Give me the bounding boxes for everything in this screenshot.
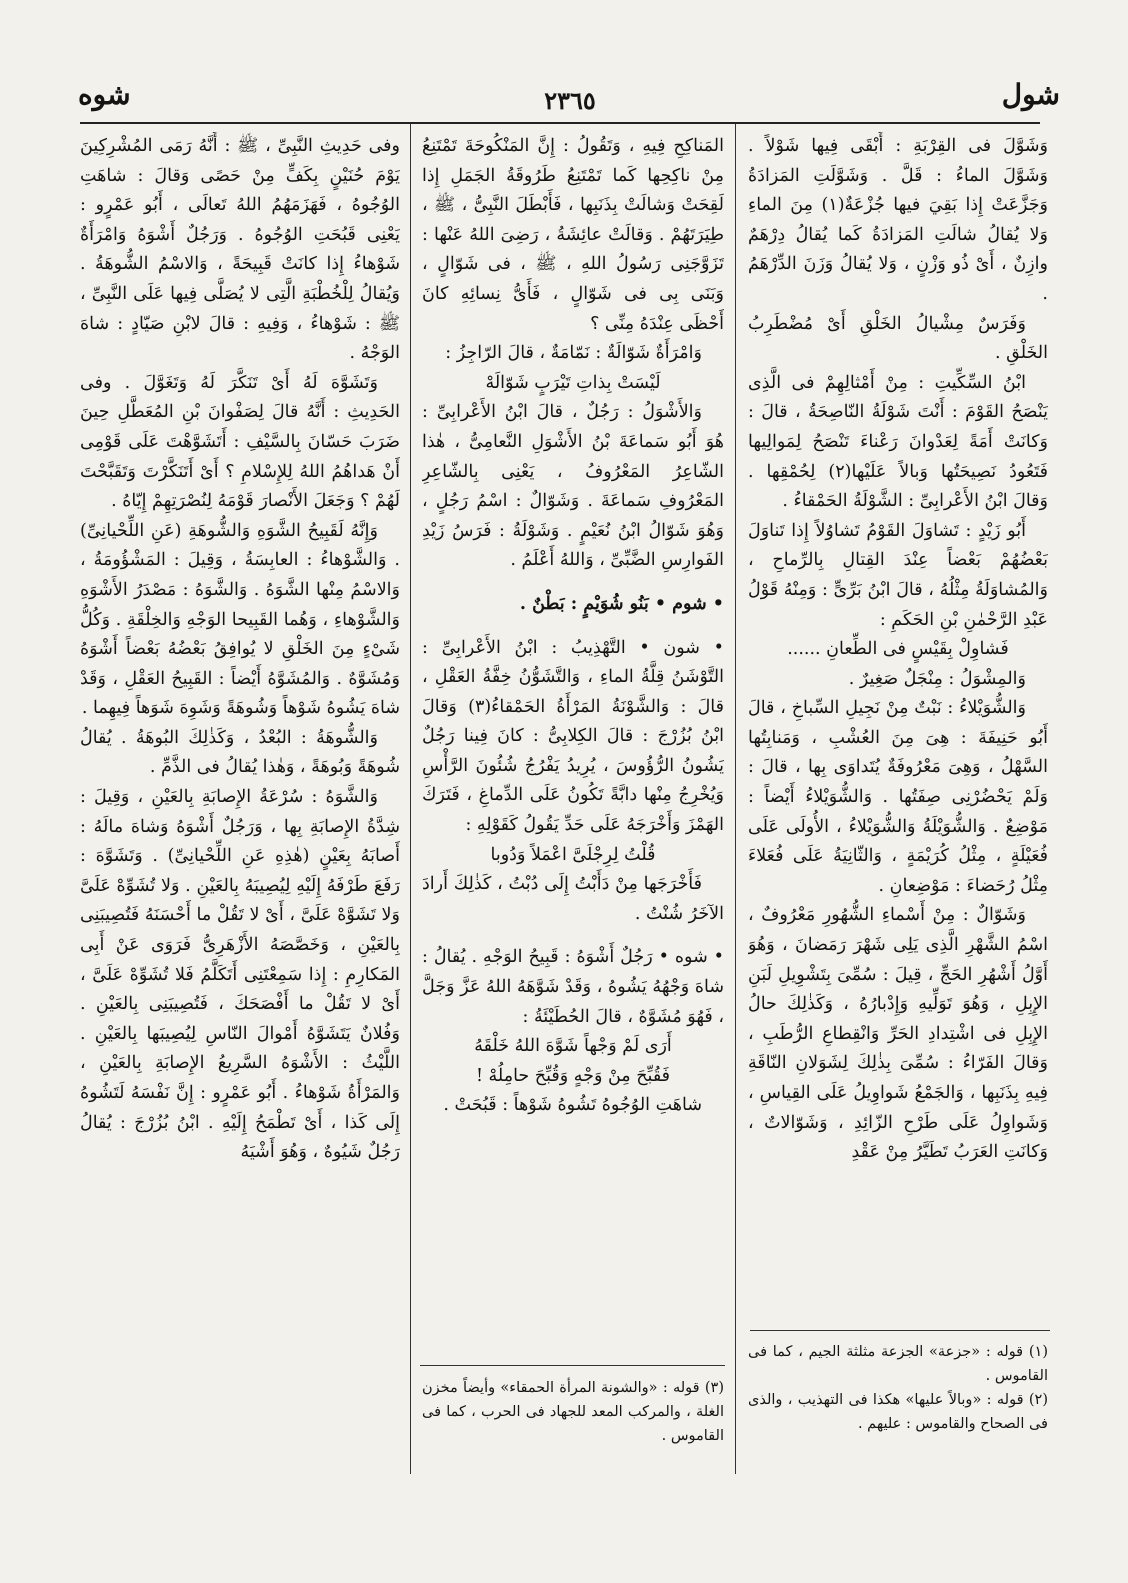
verse-line: قُلْتُ لِرِجْلَىَّ اعْمَلاً وَدُوبا	[490, 844, 656, 865]
column-right	[748, 132, 1048, 1312]
header-rule	[80, 122, 1040, 124]
paragraph: وَالأَشْوَلُ : رَجُلٌ ، قالَ ابْنُ الأَعْرابِىِّ : هُوَ أَبُو سَماعَةَ بْنُ الأَشْوَلِ النَّعامِىُّ ، هٰذا الشّاعِرُ المَعْرُوفُ ، يَعْنِى بِالشّاعِرِ المَعْرُوفِ سَماعَةَ . وَشَوّالٌ : اسْمُ رَجُلٍ ، وَهُوَ شَوّالُ ابْنُ نُعَيْمٍ . وَشَوْلَةُ : فَرَسُ زَيْدِ الفَوارِسِ الضَّبِّىِّ ، وَاللهُ أَعْلَمُ .	[422, 402, 724, 571]
paragraph: وَالشُّوَيْلاءُ : نَبْتٌ مِنْ نَجِيلِ السِّباخِ ، قالَ أَبُو حَنِيفَةَ : هِىَ مِنَ العُشْبِ ، وَمَنابِتُها السَّهْلُ ، وَهِىَ مَعْرُوفَةٌ يُتَداوَى بِها ، قالَ : وَلَمْ يَحْضُرْنِى صِفَتُها . وَالشُّوَيْلاءُ أَيْضاً : مَوْضِعٌ . وَالشُّوَيْلَةُ وَالشُّوَيْلاءُ ، الأُولَى عَلَى فُعَيْلَةٍ ، مِثْلُ كُرَيْمَةٍ ، وَالثّانِيَةُ عَلَى فُعَلاءَ مِثْلُ رُحَضاءَ : مَوْضِعانِ .	[748, 698, 1048, 896]
header-root-right: شول	[1001, 78, 1060, 111]
footnotes-middle	[422, 1376, 724, 1448]
paragraph: وفى حَدِيثِ النَّبِىِّ ، ﷺ : أَنَّهُ رَمَى المُشْرِكِينَ يَوْمَ حُنَيْنٍ بِكَفٍّ مِنْ حَصًى وَقالَ : شاهَتِ الوُجُوهُ ، فَهَزَمَهُمُ اللهُ تَعالَى ، أَبُو عَمْرٍو : يَعْنِى قَبُحَتِ الوُجُوهُ . وَرَجُلٌ أَشْوَهُ وَامْرَأَةٌ شَوْهاءُ إِذا كانَتْ قَبِيحَةً ، وَالاسْمُ الشُّوهَةُ . وَيُقالُ لِلْخُطْبَةِ الَّتِى لا يُصَلَّى فِيها عَلَى النَّبِىِّ ، ﷺ : شَوْهاءُ ، وَفِيهِ : قالَ لابْنِ صَيّادٍ : شاهَ الوَجْهُ .	[80, 136, 400, 364]
page-number: ٢٣٦٥	[544, 86, 596, 115]
paragraph: وَإِنَّهُ لَقَبِيحُ الشَّوَهِ وَالشُّوهَةِ (عَنِ اللِّحْيانِىِّ) . وَالشَّوْهاءُ : العابِسَةُ ، وَقِيلَ : المَشْؤُومَةُ ، وَالاسْمُ مِنْها الشَّوَهُ . وَالشَّوَهُ : مَصْدَرُ الأَشْوَهِ وَالشَّوْهاءِ ، وَهُما القَبِيحا الوَجْهِ وَالخِلْقَةِ . وَكُلُّ شَىْءٍ مِنَ الخَلْقِ لا يُوافِقُ بَعْضُهُ بَعْضاً أَشْوَهُ وَمُشَوَّهٌ . وَالمُشَوَّهُ أَيْضاً : القَبِيحُ العَقْلِ ، وَقَدْ شاهَ يَشُوهُ شَوْهاً وَشُوهَةً وَشَوِهَ شَوَهاً فِيهِما .	[80, 520, 400, 719]
column-middle	[422, 132, 724, 1352]
paragraph: وَفَرَسٌ مِشْيالُ الخَلْقِ أَىْ مُضْطَرِبُ الخَلْقِ .	[748, 313, 1048, 364]
paragraph: فَأَخْرَجَها مِنْ دَأَبْتُ إِلَى دُبْتُ ، كَذٰلِكَ أَرادَ الآخَرُ شُنْتُ .	[422, 874, 724, 924]
footnote: (٢) قوله : «وبالاً عليها» هكذا فى التهذيب ، والذى فى الصحاح والقاموس : عليهم .	[748, 1392, 1048, 1432]
footnote-rule-middle	[420, 1365, 725, 1366]
paragraph: وَالشَّوَهُ : سُرْعَةُ الإِصابَةِ بِالعَيْنِ ، وَقِيلَ : شِدَّةُ الإِصابَةِ بِها ، وَرَجُلٌ أَشْوَهُ وَشاهَ مالَهُ : أَصابَهُ بِعَيْنٍ (هٰذِهِ عَنِ اللِّحْيانِىِّ) . وَتَشَوَّهَ : رَفَعَ طَرْفَهُ إِلَيْهِ لِيُصِيبَهُ بِالعَيْنِ . وَلا تُشَوِّهْ عَلَىَّ وَلا تَشَوَّهْ عَلَىَّ ، أَىْ لا تَقُلْ ما أَحْسَنَهُ فَتُصِيبَنِى بِالعَيْنِ ، وَخَصَّصَهُ الأَزْهَرِىُّ فَرَوَى عَنْ أَبِى المَكارِمِ : إِذا سَمِعْتَنِى أَتَكَلَّمُ فَلا تُشَوِّهْ عَلَىَّ ، أَىْ لا تَقُلْ ما أَفْصَحَكَ ، فَتُصِيبَنِى بِالعَيْنِ . وَفُلانٌ يَتَشَوَّهُ أَمْوالَ النّاسِ لِيُصِيبَها بِالعَيْنِ . اللَّيْثُ : الأَشْوَهُ السَّرِيعُ الإِصابَةِ بِالعَيْنِ ، وَالمَرْأَةُ شَوْهاءُ . أَبُو عَمْرٍو : إِنَّ نَفْسَهُ لَتَشُوهُ إِلَى كَذا ، أَىْ تَطْمَحُ إِلَيْهِ . ابْنُ بُزُرْجَ : يُقالُ رَجُلٌ شَيُوهٌ ، وَهُوَ أَشْيَهُ	[80, 787, 400, 1163]
footnotes-right	[748, 1340, 1048, 1436]
paragraph: شاهَتِ الوُجُوهُ تَشُوهُ شَوْهاً : قَبُحَتْ .	[443, 1095, 702, 1116]
paragraph: أَبُو زَيْدٍ : تَشاوَلَ القَوْمُ تَشاوُلاً إِذا تَناوَلَ بَعْضُهُمْ بَعْضاً عِنْدَ القِتالِ بِالرِّماحِ ، وَالمُشاوَلَةُ مِثْلُهُ ، قالَ ابْنُ بَرِّىٍّ : وَمِنْهُ قَوْلُ عَبْدِ الرَّحْمٰنِ بْنِ الحَكَمِ :	[748, 520, 1048, 630]
paragraph: وَالمِشْوَلُ : مِنْجَلٌ صَغِيرٌ .	[848, 668, 1026, 689]
footnote: (١) قوله : «جزعة» الجزعة مثلثة الجيم ، كما فى القاموس .	[748, 1344, 1048, 1384]
paragraph: وَالشُّوهَةُ : البُعْدُ ، وَكَذٰلِكَ البُوهَةُ . يُقالُ شُوهَةً وَبُوهَةً ، وَهٰذا يُقالُ فى الذَّمِّ .	[80, 727, 400, 778]
verse-line: فَقُبِّحَ مِنْ وَجْهٍ وَقُبِّحَ حامِلُهْ !	[475, 1065, 671, 1086]
paragraph: وَشَوّالٌ : مِنْ أَسْماءِ الشُّهُورِ مَعْرُوفٌ ، اسْمُ الشَّهْرِ الَّذِى يَلِى شَهْرَ رَمَضانَ ، وَهُوَ أَوَّلُ أَشْهُرِ الحَجِّ ، قِيلَ : سُمِّىَ بِتَشْوِيلِ لَبَنِ الإِبِلِ ، وَهُوَ تَوَلِّيهِ وَإِدْبارُهُ ، وَكَذٰلِكَ حالُ الإِبِلِ فى اشْتِدادِ الحَرِّ وَانْقِطاعِ الرُّطَبِ ، وَقالَ الفَرّاءُ : سُمِّىَ بِذٰلِكَ لِشَوَلانِ النّاقَةِ فِيهِ بِذَنَبِها ، وَالجَمْعُ شَواوِيلُ عَلَى القِياسِ ، وَشَواوِلُ عَلَى طَرْحِ الزّائِدِ ، وَشَوّالاتٌ ، وَكانَتِ العَرَبُ تَطَيَّرُ مِنْ عَقْدِ	[748, 905, 1048, 1163]
column-divider-left	[410, 124, 411, 1474]
paragraph: وَامْرَأَةٌ شَوّالَةٌ : نَمّامَةٌ ، قالَ الرّاجِزُ :	[445, 343, 702, 364]
paragraph: ابْنُ السِّكِّيتِ : مِنْ أَمْثالِهِمْ فى الَّذِى يَنْصَحُ القَوْمَ : أَنْتَ شَوْلَةُ النّاصِحَةُ ، قالَ : وَكانَتْ أَمَةً لِعَدْوانَ رَعْناءَ تَنْصَحُ لِمَوالِيها فَتَعُودُ نَصِيحَتُها وَبالاً عَلَيْها(٢) لِحُمْقِها . وَقالَ ابْنُ الأَعْرابِىِّ : الشَّوْلَةُ الحَمْقاءُ .	[748, 372, 1048, 512]
verse-line: لَيْسَتْ بِذاتِ تَيْرَبٍ شَوّالَهْ	[485, 372, 661, 393]
entry-shwh: • شوه • رَجُلٌ أَشْوَهُ : قَبِيحُ الوَجْهِ . يُقالُ : شاهَ وَجْهُهُ يَشُوهُ ، وَقَدْ شَوَّهَهُ اللهُ عَزَّ وَجَلَّ ، فَهُوَ مُشَوَّهٌ ، قالَ الحُطَيْئَةُ :	[422, 947, 724, 1027]
verse-line: أَرَى لَمْ وَجْهاً شَوَّهَ اللهُ خَلْقَهُ	[474, 1036, 672, 1057]
header-root-left: شوه	[78, 78, 131, 111]
entry-shwn: • شون • التَّهْذِيبُ : ابْنُ الأَعْرابِىِّ : التَّوْشَنُ قِلَّةُ الماءِ ، وَالتَّشَوُّنُ خِفَّةُ العَقْلِ ، قالَ : وَالشَّوْنَةُ المَرْأَةُ الحَمْقاءُ(٣) وَقالَ ابْنُ بُزُرْجَ : قالَ الكِلابِىُّ : كانَ فِينا رَجُلٌ يَشُونُ الرُّؤُوسَ ، يُرِيدُ يَفْرُجُ شُئُونَ الرَّأْسِ وَيُخْرِجُ مِنْها دابَّةً تَكُونُ عَلَى الدِّماغِ ، فَتَرَكَ الهَمْزَ وَأَخْرَجَهُ عَلَى حَدِّ يَقُولُ كَقَوْلِهِ :	[422, 637, 724, 836]
column-divider-right	[735, 124, 736, 1474]
entry-shwm: • شوم • بَنُو شُوَيْمٍ : بَطْنٌ .	[519, 593, 724, 614]
paragraph: المَناكِحِ فِيهِ ، وَتَقُولُ : إِنَّ المَنْكُوحَةَ تَمْتَنِعُ مِنْ ناكِحِها كَما تَمْتَنِعُ طَرُوقَةُ الجَمَلِ إِذا لَقِحَتْ وَشالَتْ بِذَنَبِها ، فَأَبْطَلَ النَّبِىُّ ، ﷺ ، طِيَرَتَهُمْ . وَقالَتْ عائِشَةُ ، رَضِىَ اللهُ عَنْها : تَزَوَّجَنِى رَسُولُ اللهِ ، ﷺ ، فى شَوّالٍ ، وَبَنَى بِى فى شَوّالٍ ، فَأَىُّ نِسائِهِ كانَ أَحْظَى عِنْدَهُ مِنِّى ؟	[422, 136, 724, 334]
paragraph: وَشَوَّلَ فى القِرْبَةِ : أَبْقَى فِيها شَوْلاً . وَشَوَّلَ الماءُ : قَلَّ . وَشَوَّلَتِ المَزادَةُ وَجَزَّعَتْ إِذا بَقِيَ فيها جُزْعَةٌ(١) مِنَ الماءِ وَلا يُقالُ شالَتِ المَزادَةُ كَما يُقالُ دِرْهَمٌ وازِنٌ ، أَىْ ذُو وَزْنٍ ، وَلا يُقالُ وَزَنَ الدِّرْهَمُ .	[748, 136, 1048, 304]
footnote-rule-right	[750, 1330, 1050, 1331]
verse-line: فَشاوِلْ بِقَيْسٍ فى الطِّعانِ ......	[787, 639, 1009, 660]
column-left	[80, 132, 400, 1482]
paragraph: وَتَشَوَّهَ لَهُ أَىْ تَنَكَّرَ لَهُ وَتَغَوَّلَ . وفى الحَدِيثِ : أَنَّهُ قالَ لِصَفْوانَ بْنِ المُعَطَّلِ حِينَ ضَرَبَ حَسّانَ بِالسَّيْفِ : أَتَشَوَّهْتَ عَلَى قَوْمِى أَنْ هَداهُمُ اللهُ لِلإِسْلامِ ؟ أَىْ أَتَنَكَّرْتَ وَتَقَبَّحْتَ لَهُمْ ؟ وَجَعَلَ الأَنْصارَ قَوْمَهُ لِنُصْرَتِهِمْ إِيّاهُ .	[80, 372, 400, 512]
footnote: (٣) قوله : «والشونة المرأة الحمقاء» وأيضاً مخزن الغلة ، والمركب المعد للجهاد فى الحرب ، كما فى القاموس .	[422, 1380, 724, 1444]
